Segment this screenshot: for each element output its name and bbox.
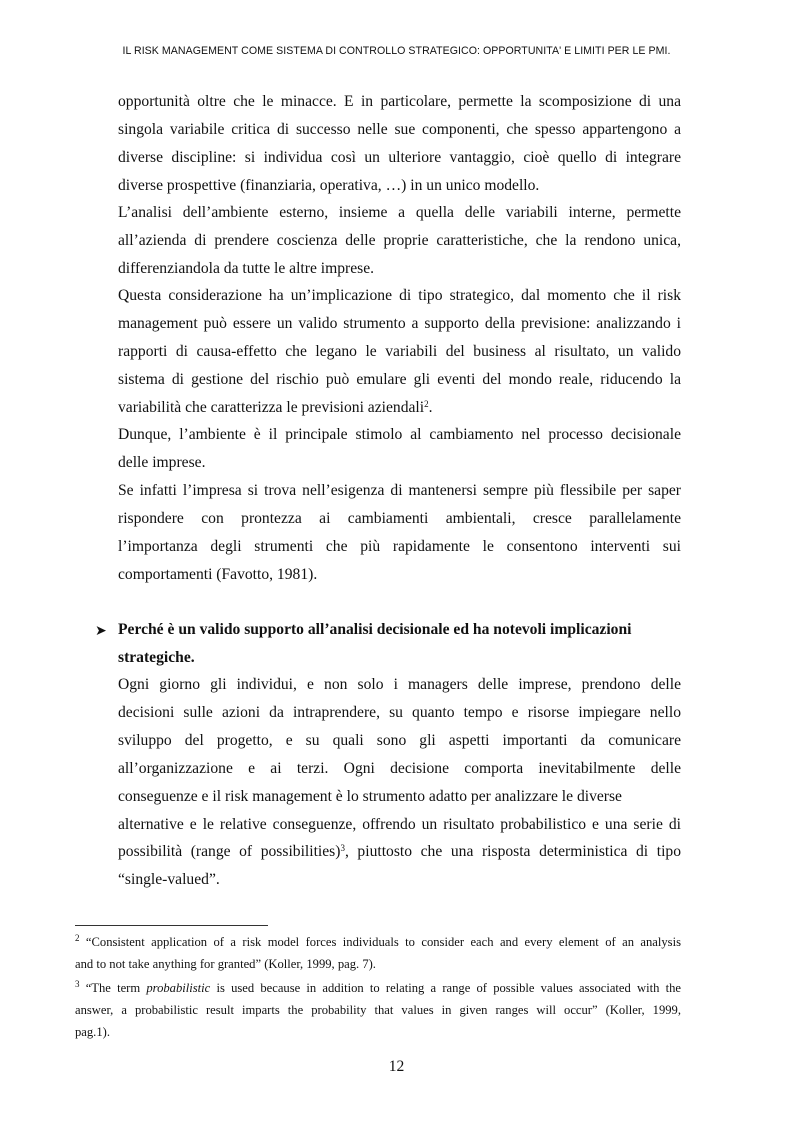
p6-line-7 bbox=[118, 842, 681, 862]
running-header: IL RISK MANAGEMENT COME SISTEMA DI CONTROLLO STRATEGICO: OPPORTUNITA' E LIMITI PER LE PMI. bbox=[122, 45, 671, 57]
footnote-ref-2: 2 bbox=[424, 399, 429, 409]
footnote-3-text-a: “The term bbox=[85, 981, 147, 995]
p3-line-5-end: . bbox=[428, 399, 433, 416]
footnote-divider bbox=[75, 925, 268, 926]
p1-line-4: diverse prospettive (finanziaria, operativa, …) in un unico modello. bbox=[118, 177, 540, 194]
footnote-3-line-3: pag.1). bbox=[75, 1025, 110, 1039]
p6-line-7-tail: , piuttosto che una risposta deterministica di tipo bbox=[344, 843, 681, 860]
footnote-3-line-1 bbox=[75, 979, 681, 997]
p3-line-4: sistema di gestione del rischio può emulare gli eventi del mondo reale, riducendo la bbox=[118, 371, 681, 388]
footnote-2-number: 2 bbox=[75, 933, 80, 943]
p3-line-1: Questa considerazione ha un’implicazione di tipo strategico, dal momento che il risk bbox=[118, 287, 681, 304]
p6-line-6: alternative e le relative conseguenze, offrendo un risultato probabilistico e una serie di bbox=[118, 816, 681, 833]
p5-line-1: Se infatti l’impresa si trova nell’esigenza di mantenersi sempre più flessibile per saper bbox=[118, 482, 681, 499]
footnote-3-emphasis: probabilistic bbox=[146, 981, 211, 995]
footnote-2-line-2: and to not take anything for granted” (Koller, 1999, pag. 7). bbox=[75, 957, 376, 971]
p6-line-8-text: single-valued bbox=[124, 871, 209, 888]
p6-line-4: all’organizzazione e ai terzi. Ogni decisione comporta inevitabilmente delle bbox=[118, 760, 681, 777]
p5-line-3: l’importanza degli strumenti che più rapidamente le consentono interventi sui bbox=[118, 538, 681, 555]
p6-line-3: sviluppo del progetto, e su quali sono gli aspetti importanti da comunicare bbox=[118, 732, 681, 749]
p2-line-1: L’analisi dell’ambiente esterno, insieme a quella delle variabili interne, permette bbox=[118, 204, 681, 221]
footnote-3-line-2: answer, a probabilistic result imparts the probability that values in given ranges will occur” (Koller, 1999, bbox=[75, 1003, 681, 1017]
p6-line-7-text: possibilità (range of possibilities) bbox=[118, 843, 341, 860]
p2-line-2: all’azienda di prendere coscienza delle proprie caratteristiche, che la rendono unica, bbox=[118, 232, 681, 249]
footnote-2-text: “Consistent application of a risk model forces individuals to consider each and every element of an analysis bbox=[85, 935, 681, 949]
p3-line-5 bbox=[118, 398, 681, 418]
bullet-heading-line-1: Perché è un valido supporto all’analisi decisionale ed ha notevoli implicazioni bbox=[118, 621, 632, 638]
p3-line-3: rapporti di causa-effetto che legano le variabili del business al risultato, un valido bbox=[118, 343, 681, 360]
footnote-3-number: 3 bbox=[75, 979, 80, 989]
p5-line-4: comportamenti (Favotto, 1981). bbox=[118, 566, 318, 583]
footnote-ref-3: 3 bbox=[340, 843, 345, 853]
p3-line-5-text: variabilità che caratterizza le previsioni aziendali bbox=[118, 399, 425, 416]
p6-line-2: decisioni sulle azioni da intraprendere, su quanto tempo e risorse impiegare nello bbox=[118, 704, 681, 721]
p4-line-2: delle imprese. bbox=[118, 454, 206, 471]
p1-line-1: opportunità oltre che le minacce. E in particolare, permette la scomposizione di una bbox=[118, 93, 681, 110]
p5-line-2: rispondere con prontezza ai cambiamenti ambientali, cresce parallelamente bbox=[118, 510, 681, 527]
page-number: 12 bbox=[388, 1058, 405, 1075]
bullet-heading-line-2: strategiche. bbox=[118, 649, 195, 666]
arrow-bullet-icon: ➤ bbox=[95, 624, 107, 639]
p6-line-1: Ogni giorno gli individui, e non solo i managers delle imprese, prendono delle bbox=[118, 676, 681, 693]
footnote-3-text-b: is used because in addition to relating a range of possible values associated with the bbox=[210, 981, 681, 995]
p1-line-2: singola variabile critica di successo nelle sue componenti, che spesso appartengono a bbox=[118, 121, 681, 138]
p1-line-3: diverse discipline: si individua così un ulteriore vantaggio, cioè quello di integrare bbox=[118, 149, 681, 166]
p3-line-2: management può essere un valido strumento a supporto della previsione: analizzando i bbox=[118, 315, 681, 332]
p6-line-5: conseguenze e il risk management è lo strumento adatto per analizzare le diverse bbox=[118, 788, 622, 805]
p4-line-1: Dunque, l’ambiente è il principale stimolo al cambiamento nel processo decisionale bbox=[118, 426, 681, 443]
p6-line-8: “single-valued”. bbox=[118, 871, 220, 888]
footnote-2-line-1 bbox=[75, 933, 681, 951]
p2-line-3: differenziandola da tutte le altre imprese. bbox=[118, 260, 375, 277]
